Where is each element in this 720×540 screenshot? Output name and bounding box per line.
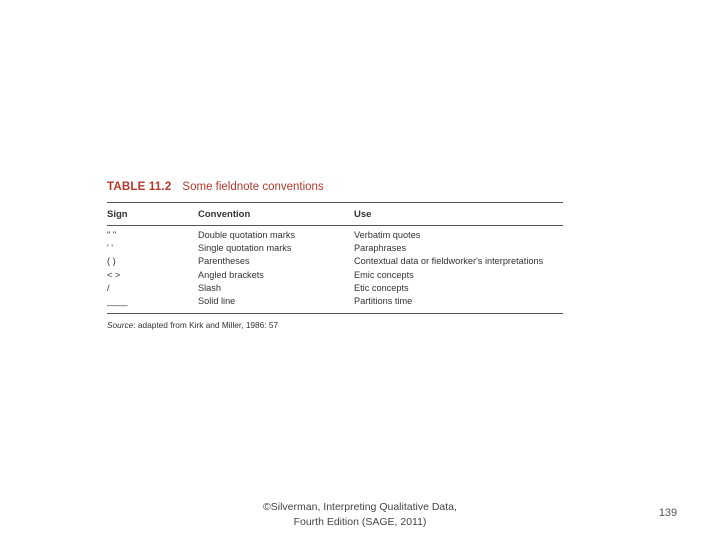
fieldnote-conventions-table bbox=[107, 178, 563, 330]
cell-convention: Parentheses bbox=[198, 256, 250, 267]
cell-use: Etic concepts bbox=[354, 282, 409, 293]
cell-use: Emic concepts bbox=[354, 269, 414, 280]
header-convention: Convention bbox=[198, 208, 251, 220]
cell-convention: Slash bbox=[198, 282, 221, 293]
table-bottom-rule bbox=[107, 313, 563, 314]
table-caption bbox=[107, 178, 563, 195]
table-row bbox=[107, 281, 563, 294]
cell-use: Paraphrases bbox=[354, 242, 407, 253]
cell-sign: ( ) bbox=[107, 256, 116, 267]
table-row bbox=[107, 268, 563, 281]
footer-line-2: Fourth Edition (SAGE, 2011) bbox=[293, 516, 427, 528]
cell-use: Verbatim quotes bbox=[354, 229, 421, 240]
slide-footer bbox=[200, 500, 520, 530]
table-header-row bbox=[107, 203, 563, 225]
table-body bbox=[107, 226, 563, 313]
cell-convention: Solid line bbox=[198, 296, 236, 307]
source-label: Source bbox=[107, 319, 134, 330]
source-text: : adapted from Kirk and Miller, 1986: 57 bbox=[133, 319, 279, 330]
cell-sign: ' ' bbox=[107, 242, 114, 253]
cell-sign: " " bbox=[107, 229, 117, 240]
table-number: TABLE 11.2 bbox=[107, 180, 172, 193]
page-number: 139 bbox=[658, 507, 678, 519]
table-source-note bbox=[107, 320, 563, 330]
footer-line-1: ©Silverman, Interpreting Qualitative Data, bbox=[263, 501, 457, 513]
cell-convention: Single quotation marks bbox=[198, 242, 292, 253]
table-row bbox=[107, 294, 563, 307]
cell-use: Partitions time bbox=[354, 296, 413, 307]
cell-sign: / bbox=[107, 282, 110, 293]
table-row bbox=[107, 228, 563, 241]
table-row bbox=[107, 241, 563, 254]
cell-convention: Angled brackets bbox=[198, 269, 264, 280]
header-sign: Sign bbox=[107, 208, 128, 220]
table-row bbox=[107, 255, 563, 268]
cell-sign: ____ bbox=[107, 296, 128, 307]
cell-use: Contextual data or fieldworker's interpretations bbox=[354, 256, 544, 267]
cell-sign: < > bbox=[107, 269, 121, 280]
header-use: Use bbox=[354, 208, 372, 220]
cell-convention: Double quotation marks bbox=[198, 229, 296, 240]
table-title: Some fieldnote conventions bbox=[182, 180, 324, 193]
